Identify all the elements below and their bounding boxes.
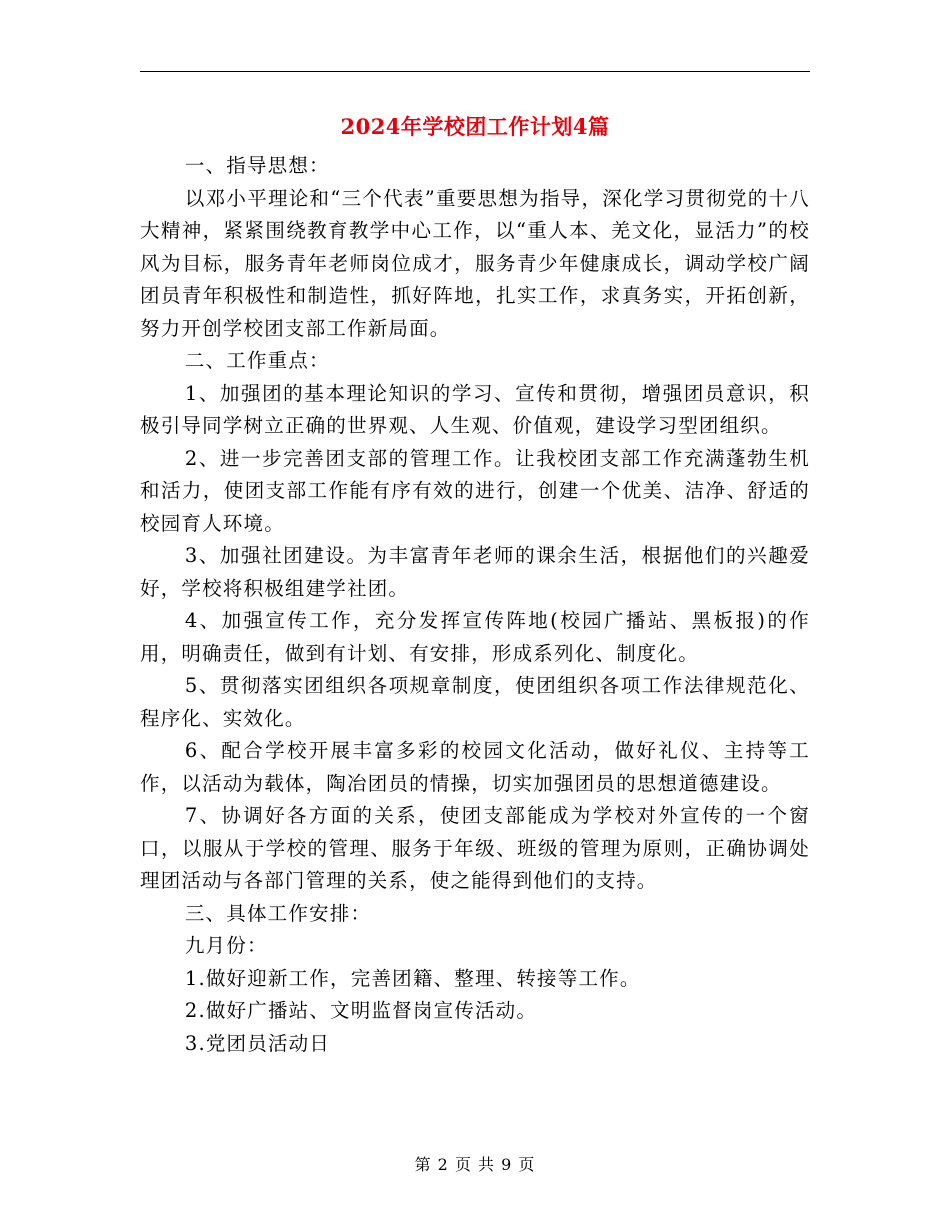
page-number-label: 第 2 页 共 9 页 bbox=[414, 1155, 536, 1174]
section-heading-guiding-ideology: 一、指导思想： bbox=[184, 154, 330, 177]
paragraph-focus-3: 3、加强社团建设。为丰富青年老师的课余生活，根据他们的兴趣爱好，学校将积极组建学社团。 bbox=[140, 544, 810, 600]
paragraph-focus-7: 7、协调好各方面的关系，使团支部能成为学校对外宣传的一个窗口，以服从于学校的管理、服务于年级、班级的管理为原则，正确协调处理团活动与各部门管理的关系，使之能得到他们的支持。 bbox=[140, 804, 810, 892]
document-title: 2024年学校团工作计划4篇 bbox=[340, 114, 610, 139]
paragraph-focus-5: 5、贯彻落实团组织各项规章制度，使团组织各项工作法律规范化、程序化、实效化。 bbox=[140, 674, 810, 730]
section-heading-work-focus: 二、工作重点： bbox=[184, 349, 330, 372]
month-heading-september: 九月份： bbox=[184, 934, 268, 957]
header-rule bbox=[140, 71, 810, 72]
paragraph-focus-2: 2、进一步完善团支部的管理工作。让我校团支部工作充满蓬勃生机和活力，使团支部工作能有序有效的进行，创建一个优美、洁净、舒适的校园育人环境。 bbox=[140, 446, 810, 535]
paragraph-focus-1: 1、加强团的基本理论知识的学习、宣传和贯彻，增强团员意识，积极引导同学树立正确的世界观、人生观、价值观，建设学习型团组织。 bbox=[140, 381, 810, 437]
list-item-september-1: 1.做好迎新工作，完善团籍、整理、转接等工作。 bbox=[184, 966, 641, 990]
list-item-september-2: 2.做好广播站、文明监督岗宣传活动。 bbox=[184, 999, 538, 1022]
list-item-september-3: 3.党团员活动日 bbox=[184, 1031, 331, 1055]
page-footer bbox=[0, 1153, 950, 1177]
paragraph-guiding-ideology: 以邓小平理论和“三个代表”重要思想为指导，深化学习贯彻党的十八大精神，紧紧围绕教育教学中心工作，以“重人本、羌文化，显活力”的校风为目标，服务青年老师岗位成才，服务青少年健康成长，调动学校广阔团员青年积极性和制造性，抓好阵地，扎实工作，求真务实，开拓创新，努力开创学校团支部工作新局面。 bbox=[140, 186, 810, 340]
section-heading-work-arrangement: 三、具体工作安排： bbox=[184, 901, 372, 925]
document-body bbox=[140, 150, 810, 1060]
paragraph-focus-4: 4、加强宣传工作，充分发挥宣传阵地(校园广播站、黑板报)的作用，明确责任，做到有计划、有安排，形成系列化、制度化。 bbox=[140, 609, 810, 665]
paragraph-focus-6: 6、配合学校开展丰富多彩的校园文化活动，做好礼仪、主持等工作，以活动为载体，陶冶团员的情操，切实加强团员的思想道德建设。 bbox=[140, 739, 810, 795]
